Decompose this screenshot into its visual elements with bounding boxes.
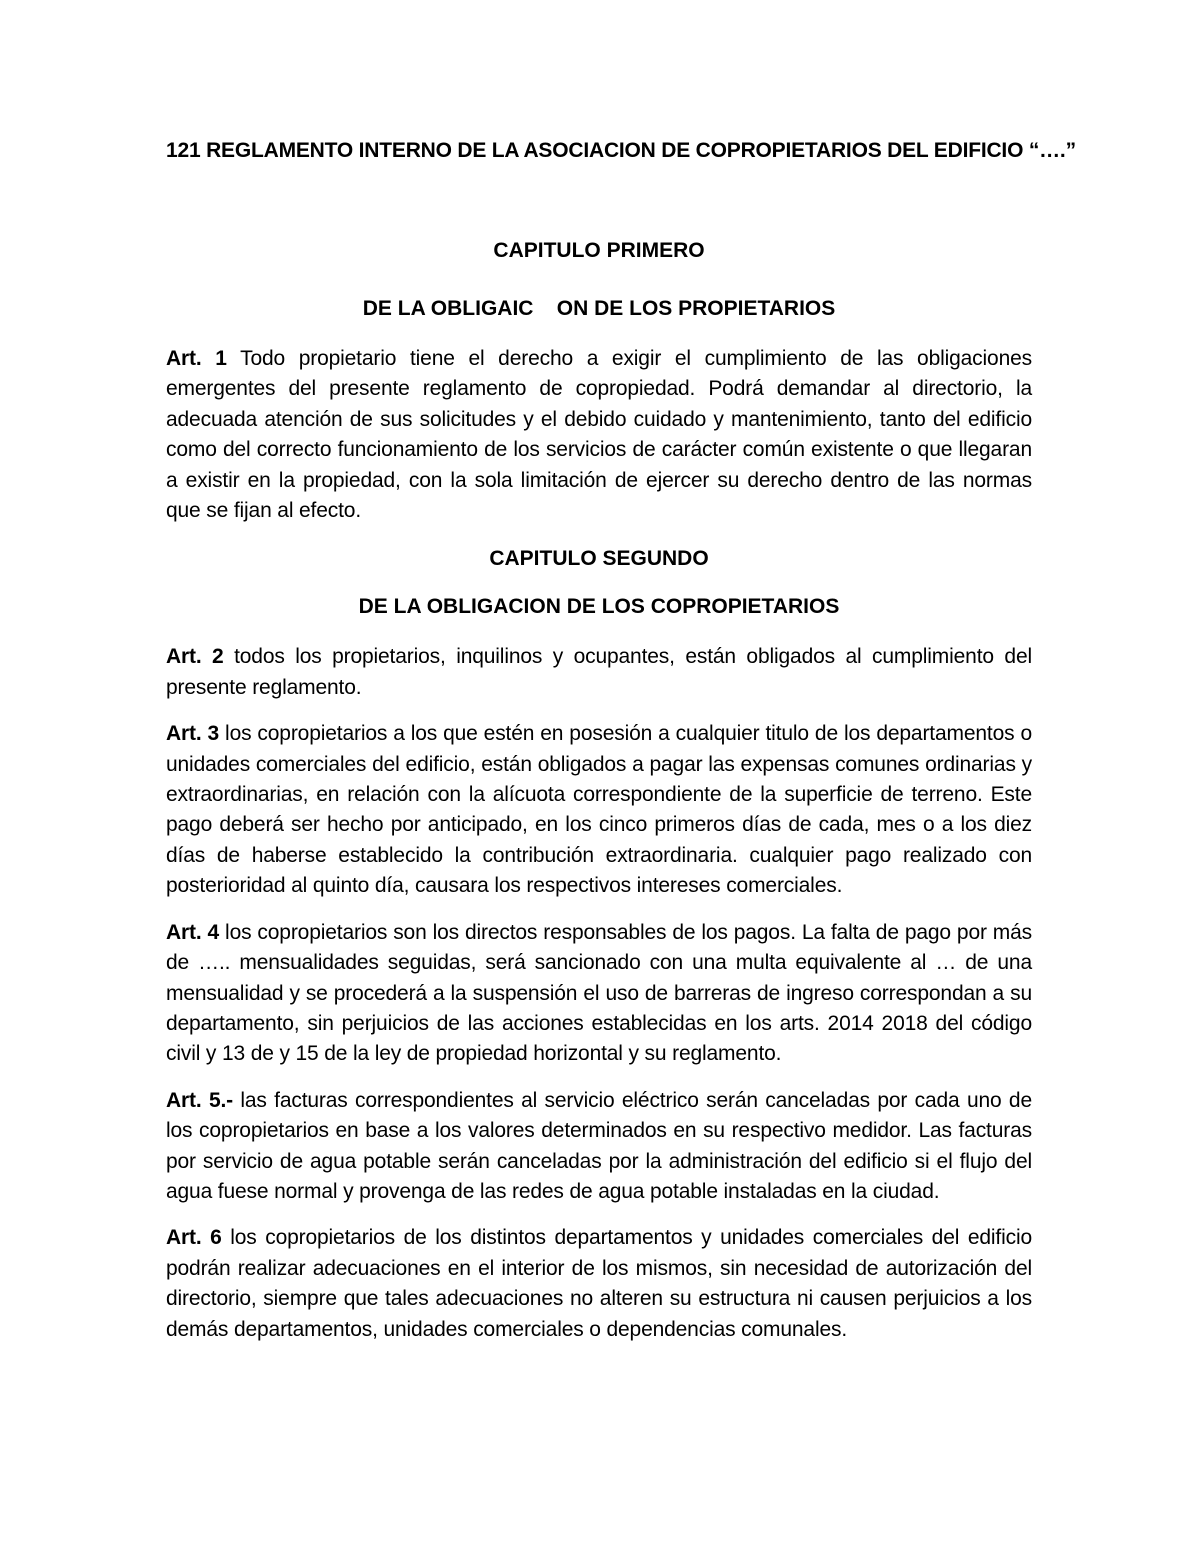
- article-4-label: Art. 4: [166, 920, 220, 944]
- article-2: [166, 642, 1032, 703]
- article-6-text: los copropietarios de los distintos departamentos y unidades comerciales del edificio podrán realizar adecuaciones en el interior de los mismos, sin necesidad de autorización del directorio, siempre que tales adecuaciones no alteren su estructura ni causen perjuicios a los demás departamentos, unidades comerciales o dependencias comunales.: [166, 1226, 1032, 1341]
- article-2-label: Art. 2: [166, 645, 224, 669]
- article-5-label: Art. 5.-: [166, 1088, 233, 1112]
- article-3: [166, 719, 1032, 901]
- chapter-2-heading: CAPITULO SEGUNDO: [489, 547, 709, 571]
- article-4: [166, 918, 1032, 1070]
- article-6: [166, 1223, 1032, 1345]
- article-3-text: los copropietarios a los que estén en posesión a cualquier titulo de los departamentos o unidades comerciales del edificio, están obligados a pagar las expensas comunes ordinarias y extraordinarias, en relación con la alícuota correspondiente de la superficie de terreno. Este pago deberá ser hecho por anticipado, en los cinco primeros días de cada, mes o a los diez días de haberse establecido la contribución extraordinaria. cualquier pago realizado con posterioridad al quinto día, causara los respectivos intereses comerciales.: [166, 722, 1032, 898]
- article-5: [166, 1086, 1032, 1208]
- article-4-text: los copropietarios son los directos responsables de los pagos. La falta de pago por más de ….. mensualidades seguidas, será sancionado con una multa equivalente al … de una mensualidad y se procederá a la suspensión el uso de barreras de ingreso correspondan a su departamento, sin perjuicios de las acciones establecidas en los arts. 2014 2018 del código civil y 13 de y 15 de la ley de propiedad horizontal y su reglamento.: [166, 920, 1033, 1066]
- article-2-text: todos los propietarios, inquilinos y ocupantes, están obligados al cumplimiento del presente reglamento.: [166, 645, 1032, 699]
- article-1: [166, 344, 1032, 526]
- article-6-label: Art. 6: [166, 1226, 222, 1250]
- article-5-text: las facturas correspondientes al servicio eléctrico serán canceladas por cada uno de los copropietarios en base a los valores determinados en su respectivo medidor. Las facturas por servicio de agua potable serán canceladas por la administración del edificio si el flujo del agua fuese normal y provenga de las redes de agua potable instaladas en la ciudad.: [166, 1088, 1032, 1203]
- article-1-label: Art. 1: [166, 347, 227, 370]
- document-title: 121 REGLAMENTO INTERNO DE LA ASOCIACION DE COPROPIETARIOS DEL EDIFICIO “….”: [166, 139, 1076, 162]
- chapter-2-subheading: DE LA OBLIGACION DE LOS COPROPIETARIOS: [358, 595, 840, 619]
- article-3-label: Art. 3: [166, 722, 220, 746]
- chapter-1-heading: CAPITULO PRIMERO: [493, 239, 705, 262]
- article-1-text: Todo propietario tiene el derecho a exigir el cumplimiento de las obligaciones emergentes del presente reglamento de copropiedad. Podrá demandar al directorio, la adecuada atención de sus solicitudes y el debido cuidado y mantenimiento, tanto del edificio como del correcto funcionamiento de los servicios de carácter común existente o que llegaran a existir en la propiedad, con la sola limitación de ejercer su derecho dentro de las normas que se fijan al efecto.: [166, 347, 1032, 523]
- chapter-1-subheading: DE LA OBLIGAIC ON DE LOS PROPIETARIOS: [362, 297, 836, 320]
